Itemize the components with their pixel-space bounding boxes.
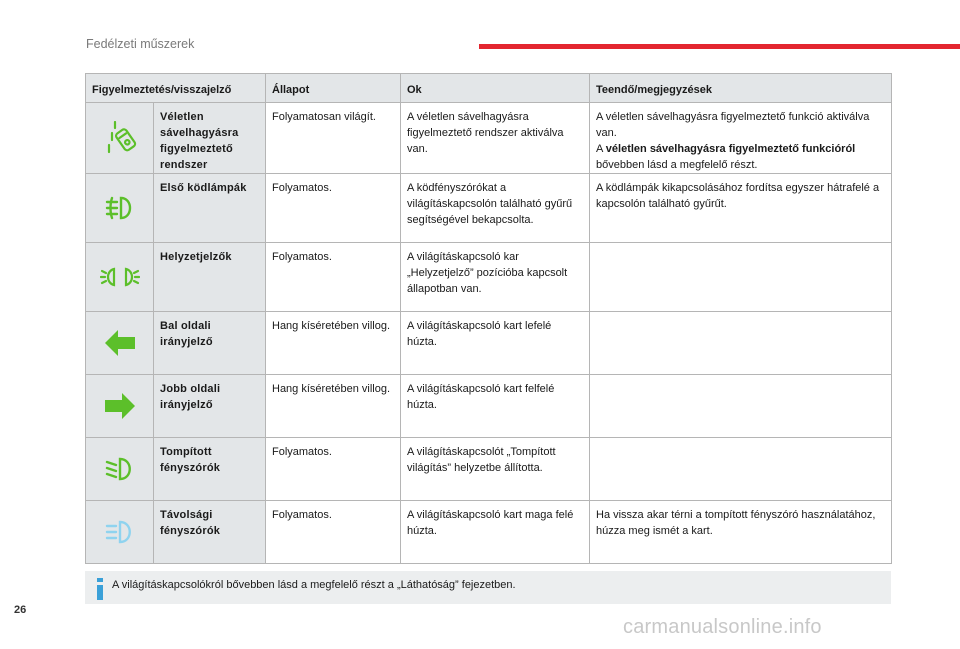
action-line: A véletlen sávelhagyásra figyelmeztető funkció aktiválva van. <box>596 111 870 139</box>
indicator-action: Ha vissza akar térni a tompított fényszóró használatához, húzza meg ismét a kart. <box>590 501 892 564</box>
indicator-cause: A világításkapcsoló kart maga felé húzta. <box>401 501 590 564</box>
warning-lamps-table <box>85 73 892 564</box>
indicator-state: Folyamatos. <box>266 243 401 312</box>
indicator-cause: A világításkapcsoló kart felfelé húzta. <box>401 375 590 438</box>
indicator-cause: A ködfényszórókat a világításkapcsolón található gyűrű segítségével bekapcsolta. <box>401 174 590 243</box>
info-note-text: A világításkapcsolókról bővebben lásd a megfelelő részt a „Láthatóság” fejezetben. <box>112 579 516 591</box>
info-icon <box>94 578 106 600</box>
watermark: carmanualsonline.info <box>623 616 822 638</box>
main-beam-icon <box>86 501 154 564</box>
column-header-state: Állapot <box>266 74 401 103</box>
indicator-name: Első ködlámpák <box>154 174 266 243</box>
column-header-cause: Ok <box>401 74 590 103</box>
indicator-name: Tompított fényszórók <box>154 438 266 501</box>
indicator-name: Jobb oldali irányjelző <box>154 375 266 438</box>
indicator-state: Hang kíséretében villog. <box>266 375 401 438</box>
indicator-cause: A világításkapcsolót „Tompított világítás” helyzetbe állította. <box>401 438 590 501</box>
page-number: 26 <box>14 604 27 616</box>
indicator-action: A ködlámpák kikapcsolásához fordítsa egyszer hátrafelé a kapcsolón található gyűrűt. <box>590 174 892 243</box>
front-fog-lamp-icon <box>86 174 154 243</box>
left-indicator-arrow-icon <box>86 312 154 375</box>
indicator-cause: A világításkapcsoló kar „Helyzetjelző” pozícióba kapcsolt állapotban van. <box>401 243 590 312</box>
indicator-cause: A világításkapcsoló kart lefelé húzta. <box>401 312 590 375</box>
header-accent-bar <box>479 44 960 49</box>
table-row <box>86 103 892 174</box>
indicator-cause: A véletlen sávelhagyásra figyelmeztető rendszer aktiválva van. <box>401 103 590 174</box>
indicator-name: Bal oldali irányjelző <box>154 312 266 375</box>
indicator-action <box>590 375 892 438</box>
table-row <box>86 438 892 501</box>
table-row <box>86 375 892 438</box>
column-header-action: Teendő/megjegyzések <box>590 74 892 103</box>
table-header-row <box>86 74 892 103</box>
indicator-state: Hang kíséretében villog. <box>266 312 401 375</box>
section-title: Fedélzeti műszerek <box>86 37 195 51</box>
lane-departure-warning-icon <box>86 103 154 174</box>
indicator-state: Folyamatosan világít. <box>266 103 401 174</box>
indicator-action <box>590 103 892 174</box>
indicator-name: Helyzetjelzők <box>154 243 266 312</box>
indicator-action <box>590 438 892 501</box>
indicator-name: Távolsági fényszórók <box>154 501 266 564</box>
action-prefix: A <box>596 143 606 155</box>
dipped-beam-icon <box>86 438 154 501</box>
indicator-action <box>590 243 892 312</box>
column-header-indicator: Figyelmeztetés/visszajelző <box>86 74 266 103</box>
action-bold-ref: véletlen sávelhagyásra figyelmeztető funkcióról <box>605 143 856 155</box>
side-lights-icon <box>86 243 154 312</box>
table-row <box>86 174 892 243</box>
indicator-state: Folyamatos. <box>266 438 401 501</box>
info-note <box>85 571 891 604</box>
action-suffix: bővebben lásd a megfelelő részt. <box>596 159 758 171</box>
indicator-state: Folyamatos. <box>266 174 401 243</box>
indicator-state: Folyamatos. <box>266 501 401 564</box>
right-indicator-arrow-icon <box>86 375 154 438</box>
table-row <box>86 243 892 312</box>
table-row <box>86 312 892 375</box>
table-row <box>86 501 892 564</box>
indicator-action <box>590 312 892 375</box>
indicator-name: Véletlen sávelhagyásra figyelmeztető rendszer <box>154 103 266 174</box>
